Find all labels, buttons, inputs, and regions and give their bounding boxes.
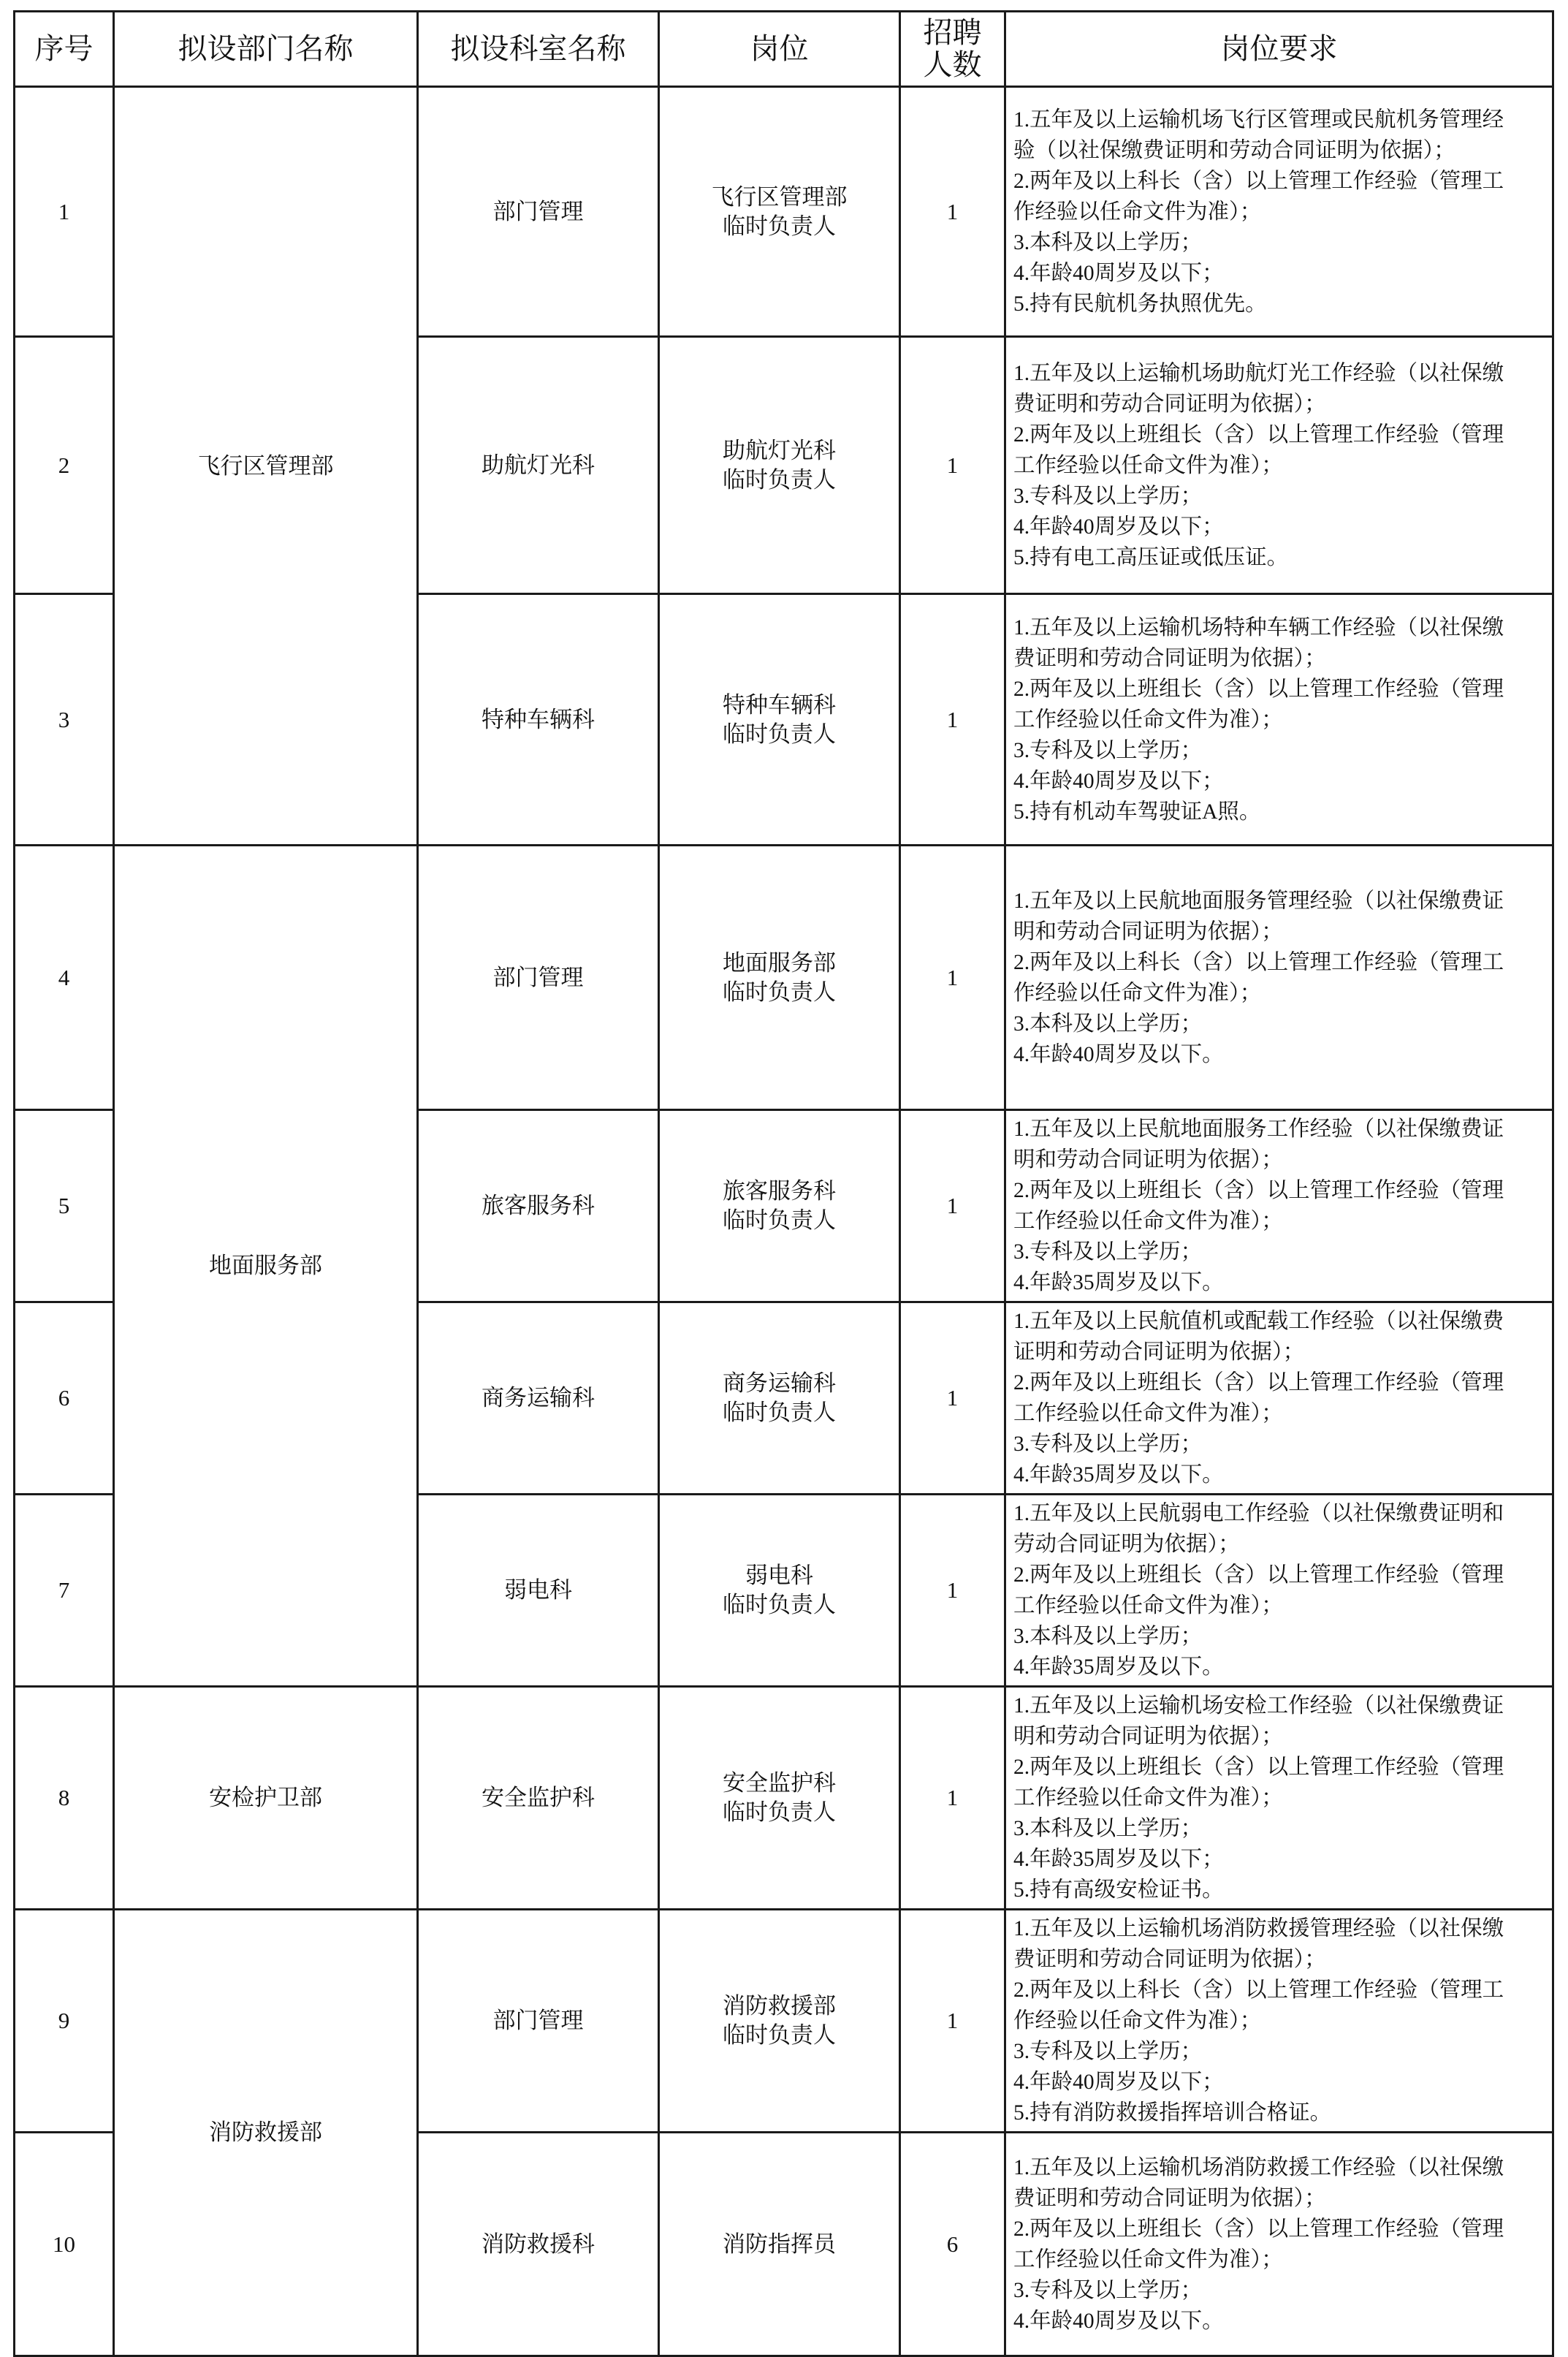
section-name: 助航灯光科 xyxy=(418,337,659,594)
requirement-line: 4.年龄35周岁及以下； xyxy=(1013,1848,1224,1871)
hiring-count: 1 xyxy=(900,87,1005,337)
position-line: 消防指挥员 xyxy=(723,2231,836,2257)
section-name: 安全监护科 xyxy=(418,1687,659,1910)
requirement-line: 工作经验以任命文件为准）； xyxy=(1013,1786,1283,1810)
requirement-line: 费证明和劳动合同证明为依据）； xyxy=(1013,646,1326,670)
position-name xyxy=(659,337,900,594)
requirements xyxy=(1005,337,1553,594)
hiring-count: 1 xyxy=(900,1110,1005,1302)
hiring-count: 1 xyxy=(900,1687,1005,1910)
position-name xyxy=(659,1495,900,1687)
requirements xyxy=(1005,1110,1553,1302)
requirement-line: 3.本科及以上学历； xyxy=(1013,1817,1203,1840)
requirement-line: 作经验以任命文件为准）； xyxy=(1013,200,1262,224)
requirement-line: 5.持有机动车驾驶证A照。 xyxy=(1013,800,1261,824)
requirement-line: 4.年龄35周岁及以下。 xyxy=(1013,1655,1224,1679)
row-number: 5 xyxy=(15,1110,114,1302)
requirement-line: 4.年龄40周岁及以下。 xyxy=(1013,1042,1224,1066)
header-section: 拟设科室名称 xyxy=(418,12,659,87)
requirement-line: 1.五年及以上运输机场特种车辆工作经验（以社保缴 xyxy=(1013,615,1504,639)
section-name: 弱电科 xyxy=(418,1495,659,1687)
department-name: 安检护卫部 xyxy=(114,1687,418,1910)
requirement-line: 2.两年及以上科长（含）以上管理工作经验（管理工 xyxy=(1013,1978,1504,2002)
row-number: 7 xyxy=(15,1495,114,1687)
requirements xyxy=(1005,1687,1553,1910)
header-count-line: 人数 xyxy=(923,48,982,82)
requirement-line: 4.年龄40周岁及以下； xyxy=(1013,2071,1224,2094)
requirement-line: 5.持有民航机务执照优先。 xyxy=(1013,292,1267,316)
position-line: 地面服务部 xyxy=(723,949,836,976)
row-number: 9 xyxy=(15,1910,114,2133)
position-line: 消防救援部 xyxy=(723,1993,836,2019)
row-number: 6 xyxy=(15,1302,114,1495)
position-name xyxy=(659,846,900,1110)
row-number: 3 xyxy=(15,594,114,846)
requirement-line: 4.年龄40周岁及以下； xyxy=(1013,261,1224,285)
hiring-count: 1 xyxy=(900,1495,1005,1687)
requirement-line: 2.两年及以上班组长（含）以上管理工作经验（管理 xyxy=(1013,1371,1504,1394)
section-name: 特种车辆科 xyxy=(418,594,659,846)
position-name xyxy=(659,1687,900,1910)
table-row xyxy=(15,846,1553,1110)
requirement-line: 2.两年及以上班组长（含）以上管理工作经验（管理 xyxy=(1013,1179,1504,1202)
header-no: 序号 xyxy=(15,12,114,87)
section-name: 消防救援科 xyxy=(418,2133,659,2356)
requirement-line: 3.专科及以上学历； xyxy=(1013,484,1203,508)
row-number: 4 xyxy=(15,846,114,1110)
requirement-line: 3.专科及以上学历； xyxy=(1013,1240,1203,1264)
requirement-line: 2.两年及以上班组长（含）以上管理工作经验（管理 xyxy=(1013,2217,1504,2241)
requirement-line: 工作经验以任命文件为准）； xyxy=(1013,453,1283,477)
section-name: 部门管理 xyxy=(418,87,659,337)
position-line: 商务运输科 xyxy=(723,1370,836,1396)
requirement-line: 明和劳动合同证明为依据）； xyxy=(1013,1725,1283,1748)
requirement-line: 工作经验以任命文件为准）； xyxy=(1013,1594,1283,1617)
row-number: 1 xyxy=(15,87,114,337)
position-line: 临时负责人 xyxy=(723,1799,836,1825)
requirement-line: 4.年龄40周岁及以下； xyxy=(1013,515,1224,539)
requirement-line: 2.两年及以上班组长（含）以上管理工作经验（管理 xyxy=(1013,422,1504,447)
requirement-line: 5.持有消防救援指挥培训合格证。 xyxy=(1013,2101,1332,2125)
position-line: 临时负责人 xyxy=(723,979,836,1005)
position-line: 临时负责人 xyxy=(723,213,836,239)
position-line: 临时负责人 xyxy=(723,2022,836,2048)
requirement-line: 2.两年及以上班组长（含）以上管理工作经验（管理 xyxy=(1013,1756,1504,1779)
requirement-line: 4.年龄35周岁及以下。 xyxy=(1013,1463,1224,1487)
table-header-row xyxy=(15,12,1553,87)
position-line: 临时负责人 xyxy=(723,1592,836,1617)
hiring-count: 1 xyxy=(900,846,1005,1110)
position-line: 飞行区管理部 xyxy=(711,183,848,210)
requirement-line: 3.本科及以上学历； xyxy=(1013,1012,1203,1036)
requirement-line: 1.五年及以上民航值机或配载工作经验（以社保缴费 xyxy=(1013,1310,1504,1333)
section-name: 旅客服务科 xyxy=(418,1110,659,1302)
position-line: 旅客服务科 xyxy=(723,1178,836,1204)
requirement-line: 劳动合同证明为依据）； xyxy=(1013,1533,1240,1556)
requirement-line: 2.两年及以上科长（含）以上管理工作经验（管理工 xyxy=(1013,950,1504,974)
table-row xyxy=(15,87,1553,337)
requirement-line: 3.专科及以上学历； xyxy=(1013,1432,1203,1456)
requirement-line: 1.五年及以上运输机场安检工作经验（以社保缴费证 xyxy=(1013,1694,1504,1718)
requirement-line: 作经验以任命文件为准）； xyxy=(1013,981,1262,1005)
requirement-line: 1.五年及以上运输机场助航灯光工作经验（以社保缴 xyxy=(1013,361,1504,385)
position-name xyxy=(659,1302,900,1495)
requirement-line: 3.专科及以上学历； xyxy=(1013,2278,1203,2302)
requirement-line: 明和劳动合同证明为依据）； xyxy=(1013,919,1283,944)
requirement-line: 工作经验以任命文件为准）； xyxy=(1013,1210,1283,1233)
department-name: 地面服务部 xyxy=(114,846,418,1687)
requirement-line: 4.年龄40周岁及以下； xyxy=(1013,769,1224,793)
requirement-line: 验（以社保缴费证明和劳动合同证明为依据）； xyxy=(1013,138,1455,162)
requirement-line: 2.两年及以上班组长（含）以上管理工作经验（管理 xyxy=(1013,677,1504,701)
position-line: 安全监护科 xyxy=(723,1770,836,1796)
position-name xyxy=(659,594,900,846)
table-row xyxy=(15,1687,1553,1910)
hiring-count: 1 xyxy=(900,1302,1005,1495)
hiring-count: 1 xyxy=(900,1910,1005,2133)
row-number: 8 xyxy=(15,1687,114,1910)
requirements xyxy=(1005,1910,1553,2133)
requirements xyxy=(1005,1495,1553,1687)
requirement-line: 3.专科及以上学历； xyxy=(1013,738,1203,762)
position-name xyxy=(659,2133,900,2356)
requirements xyxy=(1005,594,1553,846)
position-line: 临时负责人 xyxy=(723,1207,836,1233)
requirement-line: 1.五年及以上民航地面服务管理经验（以社保缴费证 xyxy=(1013,889,1504,913)
requirement-line: 5.持有电工高压证或低压证。 xyxy=(1013,545,1289,569)
position-name xyxy=(659,1910,900,2133)
requirement-line: 1.五年及以上运输机场消防救援管理经验（以社保缴 xyxy=(1013,1917,1504,1940)
section-name: 部门管理 xyxy=(418,846,659,1110)
requirement-line: 明和劳动合同证明为依据）； xyxy=(1013,1148,1283,1172)
hiring-count: 6 xyxy=(900,2133,1005,2356)
position-line: 助航灯光科 xyxy=(723,437,836,463)
requirement-line: 1.五年及以上运输机场消防救援工作经验（以社保缴 xyxy=(1013,2155,1504,2179)
requirement-line: 3.本科及以上学历； xyxy=(1013,230,1203,254)
requirement-line: 作经验以任命文件为准）； xyxy=(1013,2009,1262,2033)
requirements xyxy=(1005,87,1553,337)
row-number: 10 xyxy=(15,2133,114,2356)
requirement-line: 费证明和劳动合同证明为依据）； xyxy=(1013,1948,1326,1971)
requirements xyxy=(1005,846,1553,1110)
department-name: 消防救援部 xyxy=(114,1910,418,2356)
requirement-line: 2.两年及以上班组长（含）以上管理工作经验（管理 xyxy=(1013,1563,1504,1587)
requirement-line: 工作经验以任命文件为准）； xyxy=(1013,707,1283,732)
section-name: 商务运输科 xyxy=(418,1302,659,1495)
requirement-line: 证明和劳动合同证明为依据）； xyxy=(1013,1340,1305,1364)
requirement-line: 1.五年及以上民航地面服务工作经验（以社保缴费证 xyxy=(1013,1117,1504,1141)
position-line: 临时负责人 xyxy=(723,721,836,747)
table-row xyxy=(15,1910,1553,2133)
requirement-line: 费证明和劳动合同证明为依据）； xyxy=(1013,392,1326,416)
hiring-count: 1 xyxy=(900,594,1005,846)
section-name: 部门管理 xyxy=(418,1910,659,2133)
requirement-line: 3.本科及以上学历； xyxy=(1013,1625,1203,1648)
hiring-count: 1 xyxy=(900,337,1005,594)
requirement-line: 工作经验以任命文件为准）； xyxy=(1013,1402,1283,1425)
requirement-line: 工作经验以任命文件为准）； xyxy=(1013,2247,1283,2271)
recruitment-table xyxy=(13,10,1554,2357)
row-number: 2 xyxy=(15,337,114,594)
requirement-line: 2.两年及以上科长（含）以上管理工作经验（管理工 xyxy=(1013,169,1504,193)
position-name xyxy=(659,87,900,337)
requirement-line: 4.年龄40周岁及以下。 xyxy=(1013,2309,1224,2333)
header-position: 岗位 xyxy=(659,12,900,87)
position-line: 临时负责人 xyxy=(723,1400,836,1425)
requirement-line: 费证明和劳动合同证明为依据）； xyxy=(1013,2186,1326,2210)
requirement-line: 5.持有高级安检证书。 xyxy=(1013,1878,1224,1902)
requirement-line: 4.年龄35周岁及以下。 xyxy=(1013,1271,1224,1294)
requirement-line: 1.五年及以上运输机场飞行区管理或民航机务管理经 xyxy=(1013,107,1504,132)
header-department: 拟设部门名称 xyxy=(114,12,418,87)
position-name xyxy=(659,1110,900,1302)
department-name: 飞行区管理部 xyxy=(114,87,418,846)
requirement-line: 3.专科及以上学历； xyxy=(1013,2040,1203,2063)
requirements xyxy=(1005,2133,1553,2356)
position-line: 特种车辆科 xyxy=(723,691,836,718)
requirements xyxy=(1005,1302,1553,1495)
header-count-line: 招聘 xyxy=(923,16,982,50)
table-body xyxy=(15,87,1553,2356)
recruitment-document xyxy=(13,10,1552,2333)
position-line: 弱电科 xyxy=(745,1563,813,1588)
header-count xyxy=(900,12,1005,87)
header-requirements: 岗位要求 xyxy=(1005,12,1553,87)
requirement-line: 1.五年及以上民航弱电工作经验（以社保缴费证明和 xyxy=(1013,1502,1504,1525)
position-line: 临时负责人 xyxy=(723,466,836,493)
